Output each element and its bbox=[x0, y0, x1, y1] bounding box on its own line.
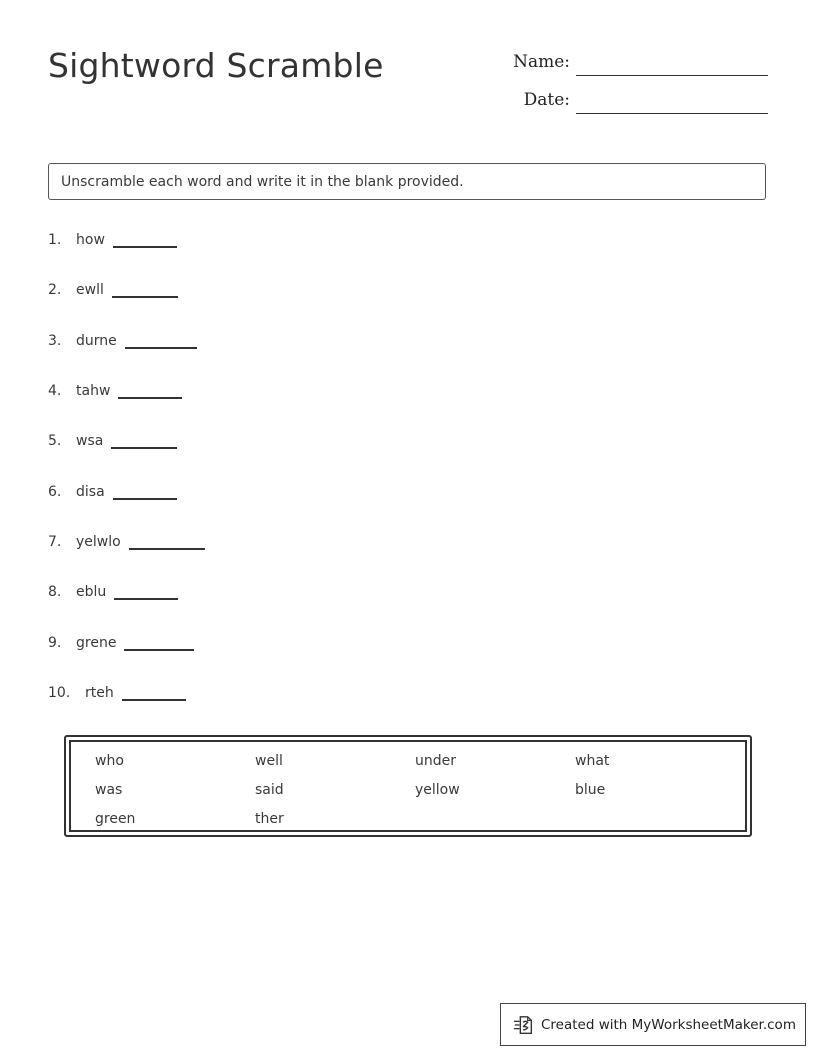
item-number: 1. bbox=[48, 232, 62, 248]
word-bank-inner-border bbox=[69, 740, 747, 832]
scrambled-word: grene bbox=[76, 635, 117, 651]
scramble-item bbox=[48, 685, 186, 707]
item-number: 4. bbox=[48, 383, 62, 399]
item-number: 6. bbox=[48, 484, 62, 500]
item-number: 5. bbox=[48, 433, 62, 449]
answer-blank[interactable] bbox=[113, 232, 177, 248]
bank-word: under bbox=[415, 753, 457, 769]
item-number: 3. bbox=[48, 333, 62, 349]
instructions-text: Unscramble each word and write it in the blank provided. bbox=[61, 174, 464, 190]
answer-blank[interactable] bbox=[112, 282, 178, 298]
date-label: Date: bbox=[523, 90, 570, 110]
bank-word: said bbox=[255, 782, 284, 798]
answer-blank[interactable] bbox=[129, 534, 205, 550]
scrambled-word: durne bbox=[76, 333, 117, 349]
scrambled-word: wsa bbox=[76, 433, 104, 449]
name-label: Name: bbox=[513, 52, 570, 72]
item-number: 10. bbox=[48, 685, 71, 701]
answer-blank[interactable] bbox=[124, 635, 194, 651]
word-bank bbox=[64, 735, 752, 837]
scrambled-word: disa bbox=[76, 484, 105, 500]
item-number: 8. bbox=[48, 584, 62, 600]
scramble-item bbox=[48, 282, 178, 304]
bank-word: was bbox=[95, 782, 123, 798]
scrambled-word: ewll bbox=[76, 282, 104, 298]
scrambled-word: rteh bbox=[85, 685, 114, 701]
date-field bbox=[500, 90, 768, 114]
scramble-item bbox=[48, 433, 177, 455]
scramble-item bbox=[48, 232, 177, 254]
bank-word: what bbox=[575, 753, 610, 769]
bank-word: who bbox=[95, 753, 124, 769]
item-number: 7. bbox=[48, 534, 62, 550]
answer-blank[interactable] bbox=[118, 383, 182, 399]
bank-word: well bbox=[255, 753, 283, 769]
scramble-item bbox=[48, 635, 194, 657]
scrambled-word: tahw bbox=[76, 383, 111, 399]
item-number: 2. bbox=[48, 282, 62, 298]
credit-text: Created with MyWorksheetMaker.com bbox=[541, 1016, 796, 1033]
answer-blank[interactable] bbox=[114, 584, 178, 600]
scrambled-word: how bbox=[76, 232, 105, 248]
answer-blank[interactable] bbox=[111, 433, 177, 449]
credit-badge[interactable] bbox=[500, 1003, 806, 1046]
bank-word: blue bbox=[575, 782, 606, 798]
name-field bbox=[500, 52, 768, 76]
worksheet-maker-logo-icon bbox=[513, 1014, 535, 1036]
answer-blank[interactable] bbox=[125, 333, 197, 349]
answer-blank[interactable] bbox=[113, 484, 177, 500]
scramble-item bbox=[48, 383, 182, 405]
page-title: Sightword Scramble bbox=[48, 46, 384, 85]
scramble-item bbox=[48, 333, 197, 355]
name-blank[interactable] bbox=[576, 75, 768, 76]
scramble-item bbox=[48, 484, 177, 506]
answer-blank[interactable] bbox=[122, 685, 186, 701]
bank-word: green bbox=[95, 811, 136, 827]
date-blank[interactable] bbox=[576, 113, 768, 114]
instructions-box bbox=[48, 163, 766, 200]
item-number: 9. bbox=[48, 635, 62, 651]
scramble-item bbox=[48, 534, 205, 556]
bank-word: yellow bbox=[415, 782, 460, 798]
scrambled-word: eblu bbox=[76, 584, 107, 600]
scramble-item bbox=[48, 584, 178, 606]
bank-word: ther bbox=[255, 811, 284, 827]
scrambled-word: yelwlo bbox=[76, 534, 121, 550]
